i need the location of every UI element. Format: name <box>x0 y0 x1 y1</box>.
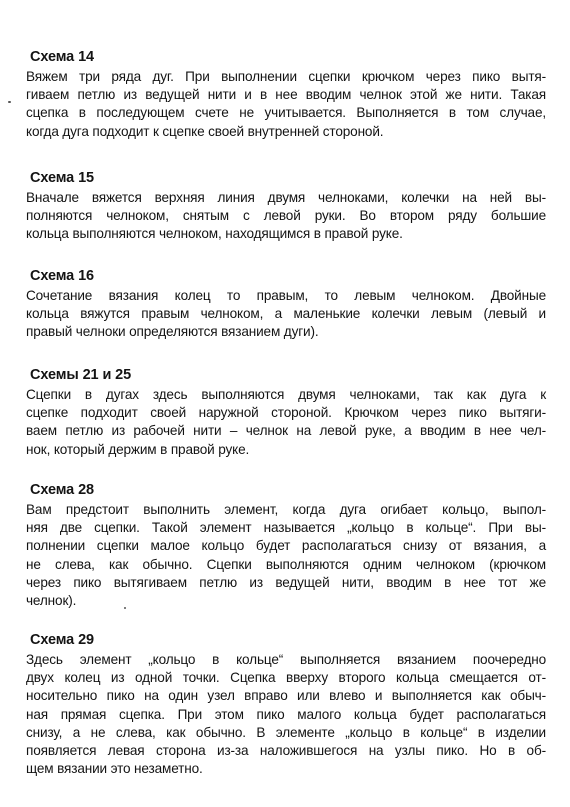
text-line: челнок). <box>26 593 77 609</box>
text-line: Сочетание вязания колец то правым, то левым челноком. Двойные <box>26 288 546 303</box>
section-heading: Схема 14 <box>30 49 95 65</box>
text-line: через пико вытягиваем петлю из ведущей нити, вводим в нее тот же <box>26 574 546 590</box>
text-line: кольца вяжутся правым челноком, а маленькие колечки левым (левый и <box>26 306 546 322</box>
section-body <box>26 189 546 244</box>
section-body <box>26 386 546 459</box>
text-line: не слева, как обычно. Сцепки выполняются одним челноком (крючком <box>26 556 546 572</box>
text-line: Вам предстоит выполнить элемент, когда дуга огибает кольцо, выпол- <box>26 502 546 517</box>
text-line: щем вязании это незаметно. <box>26 761 203 777</box>
text-line: снизу, а не слева, как обычно. В элементе „кольцо в кольце“ в изделии <box>26 724 546 740</box>
text-line: ная прямая сцепка. При этом пико малого кольца будет располагаться <box>26 706 546 722</box>
text-line: сцепка в последующем счете не учитывается. Выполняется в том случае, <box>26 105 546 121</box>
section-body <box>26 501 546 610</box>
section-heading: Схема 29 <box>30 632 95 648</box>
section-heading: Схема 16 <box>30 268 95 284</box>
text-line: полняются челноком, снятым с левой руки. Во втором ряду большие <box>26 208 546 224</box>
text-line: появляется левая сторона из-за наложившегося на узлы пико. Но в об- <box>26 743 546 759</box>
section-heading: Схема 15 <box>30 170 95 186</box>
section-heading: Схемы 21 и 25 <box>30 367 132 383</box>
text-line: Вяжем три ряда дуг. При выполнении сцепки крючком через пико вытя- <box>26 69 546 84</box>
section-body <box>26 651 546 778</box>
text-line: Вначале вяжется верхняя линия двумя челноками, колечки на ней вы- <box>26 190 546 205</box>
text-line: Здесь элемент „кольцо в кольце“ выполняется вязанием поочередно <box>26 652 546 667</box>
text-line: носительно пико на один узел вправо или влево и выполняется как обыч- <box>26 688 546 704</box>
section-scheme-28 <box>26 481 546 610</box>
text-line: гиваем петлю из ведущей нити и в нее вводим челнок этой же нити. Такая <box>26 87 546 103</box>
section-scheme-14 <box>26 48 546 141</box>
text-line: няя две сцепки. Такой элемент называется „кольцо в кольце“. При вы- <box>26 520 546 536</box>
scan-speck <box>8 101 11 103</box>
text-line: когда дуга подходит к сцепке своей внутренней стороной. <box>26 123 384 139</box>
text-line: Сцепки в дугах здесь выполняются двумя челноками, так как дуга к <box>26 387 546 402</box>
section-scheme-15 <box>26 169 546 244</box>
text-line: сцепке подходит своей наружной стороной. Крючком через пико вытяги- <box>26 405 546 421</box>
section-scheme-29 <box>26 631 546 778</box>
section-schemes-21-25 <box>26 366 546 459</box>
text-line: нок, который держим в правой руке. <box>26 441 250 457</box>
text-line: двух колец из одной точки. Сцепка вверху второго кольца смещается от- <box>26 670 546 686</box>
section-body <box>26 68 546 141</box>
section-body <box>26 287 546 342</box>
text-line: полнении сцепки малое кольцо будет располагаться снизу от вязания, а <box>26 538 546 554</box>
text-line: правый челноки определяются вязанием дуги). <box>26 324 319 340</box>
text-line: кольца выполняются челноком, находящимся в правой руке. <box>26 226 403 242</box>
section-heading: Схема 28 <box>30 482 95 498</box>
section-scheme-16 <box>26 267 546 342</box>
text-line: ваем петлю из рабочей нити – челнок на левой руке, а вводим в нее чел- <box>26 423 546 439</box>
scan-speck <box>124 607 126 609</box>
